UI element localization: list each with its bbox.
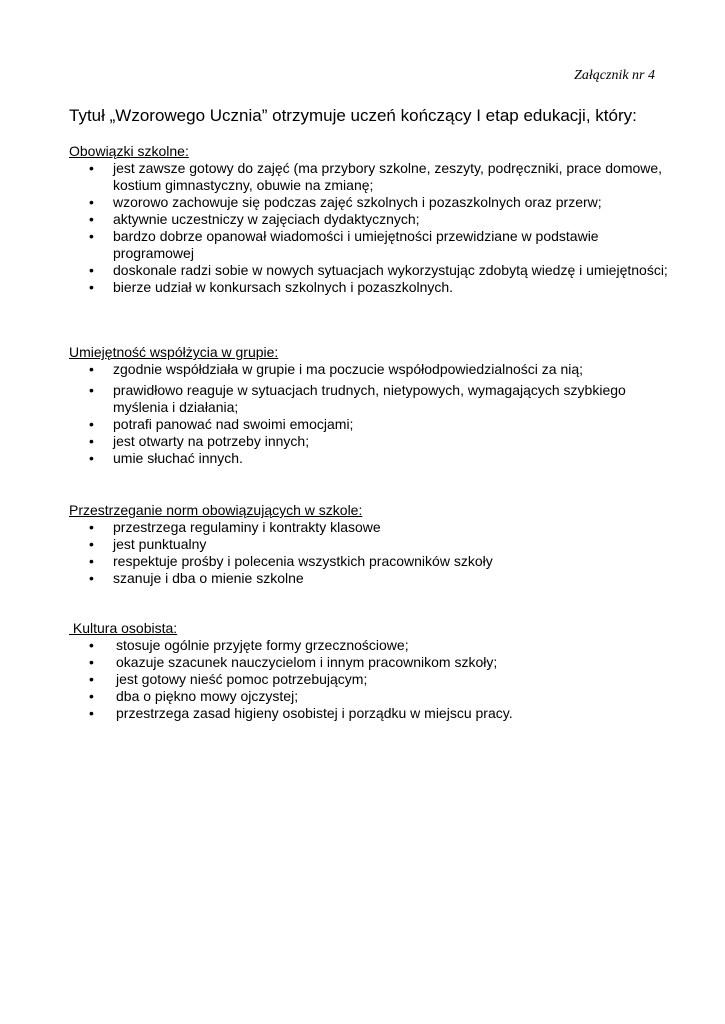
bullet-icon: • xyxy=(89,382,94,398)
bullet-list xyxy=(69,519,669,587)
list-item-text: jest zawsze gotowy do zajęć (ma przybory szkolne, zeszyty, podręczniki, prace domowe, kostium gimnastyczny, obuwie na zmianę; xyxy=(113,160,663,193)
bullet-icon: • xyxy=(89,688,94,704)
list-item-text: umie słuchać innych. xyxy=(113,450,243,466)
list-item xyxy=(69,194,669,211)
bullet-icon: • xyxy=(89,433,94,449)
list-item xyxy=(69,450,669,467)
bullet-icon: • xyxy=(89,361,94,377)
section-heading: Obowiązki szkolne: xyxy=(69,143,189,159)
section-personal-culture xyxy=(69,620,669,722)
list-item xyxy=(69,637,669,654)
list-item xyxy=(69,382,669,416)
bullet-icon: • xyxy=(89,450,94,466)
bullet-icon: • xyxy=(89,705,94,721)
attachment-label: Załącznik nr 4 xyxy=(574,68,655,83)
list-item xyxy=(69,536,669,553)
list-item-text: respektuje prośby i polecenia wszystkich pracowników szkoły xyxy=(113,553,493,569)
list-item xyxy=(69,416,669,433)
list-item-text: przestrzega regulaminy i kontrakty klasowe xyxy=(113,519,381,535)
bullet-list xyxy=(69,637,669,722)
list-item xyxy=(69,654,669,671)
bullet-list xyxy=(69,160,669,296)
list-item-text: wzorowo zachowuje się podczas zajęć szkolnych i pozaszkolnych oraz przerw; xyxy=(113,194,602,210)
list-item-text: okazuje szacunek nauczycielom i innym pracownikom szkoły; xyxy=(116,654,498,670)
bullet-icon: • xyxy=(89,160,94,176)
document-title: Tytuł „Wzorowego Ucznia” otrzymuje uczeń kończący I etap edukacji, który: xyxy=(69,106,637,125)
list-item-text: jest otwarty na potrzeby innych; xyxy=(113,433,310,449)
bullet-icon: • xyxy=(89,279,94,295)
list-item-text: doskonale radzi sobie w nowych sytuacjach wykorzystując zdobytą wiedzę i umiejętności; xyxy=(113,262,668,278)
bullet-icon: • xyxy=(89,637,94,653)
section-group-cooperation xyxy=(69,344,669,467)
list-item xyxy=(69,570,669,587)
list-item xyxy=(69,262,669,279)
list-item-text: jest punktualny xyxy=(113,536,207,552)
bullet-icon: • xyxy=(89,671,94,687)
bullet-icon: • xyxy=(89,570,94,586)
bullet-icon: • xyxy=(89,654,94,670)
bullet-icon: • xyxy=(89,194,94,210)
list-item-text: aktywnie uczestniczy w zajęciach dydaktycznych; xyxy=(113,211,420,227)
bullet-icon: • xyxy=(89,536,94,552)
bullet-icon: • xyxy=(89,519,94,535)
list-item-text: bierze udział w konkursach szkolnych i pozaszkolnych. xyxy=(113,279,454,295)
list-item xyxy=(69,705,669,722)
list-item-text: jest gotowy nieść pomoc potrzebującym; xyxy=(116,671,368,687)
section-school-duties xyxy=(69,143,669,296)
list-item xyxy=(69,671,669,688)
section-heading: Kultura osobista: xyxy=(69,620,178,636)
list-item xyxy=(69,160,669,194)
list-item xyxy=(69,361,669,378)
list-item-text: stosuje ogólnie przyjęte formy grzecznościowe; xyxy=(116,637,409,653)
list-item-text: zgodnie współdziała w grupie i ma poczucie współodpowiedzialności za nią; xyxy=(113,361,584,377)
bullet-list xyxy=(69,361,669,467)
bullet-icon: • xyxy=(89,416,94,432)
list-item-text: szanuje i dba o mienie szkolne xyxy=(113,570,304,586)
list-item xyxy=(69,433,669,450)
list-item-text: przestrzega zasad higieny osobistej i porządku w miejscu pracy. xyxy=(116,705,513,721)
section-heading: Umiejętność współżycia w grupie: xyxy=(69,344,279,360)
list-item-text: prawidłowo reaguje w sytuacjach trudnych, nietypowych, wymagających szybkiego myślenia i działania; xyxy=(113,382,626,415)
section-heading: Przestrzeganie norm obowiązujących w szkole: xyxy=(69,502,363,518)
list-item xyxy=(69,228,669,262)
list-item-text: dba o piękno mowy ojczystej; xyxy=(116,688,299,704)
list-item xyxy=(69,688,669,705)
bullet-icon: • xyxy=(89,262,94,278)
list-item xyxy=(69,553,669,570)
list-item xyxy=(69,279,669,296)
bullet-icon: • xyxy=(89,553,94,569)
section-school-norms xyxy=(69,502,669,587)
list-item-text: bardzo dobrze opanował wiadomości i umiejętności przewidziane w podstawie programowej xyxy=(113,228,599,261)
bullet-icon: • xyxy=(89,228,94,244)
bullet-icon: • xyxy=(89,211,94,227)
list-item xyxy=(69,519,669,536)
list-item xyxy=(69,211,669,228)
list-item-text: potrafi panować nad swoimi emocjami; xyxy=(113,416,354,432)
